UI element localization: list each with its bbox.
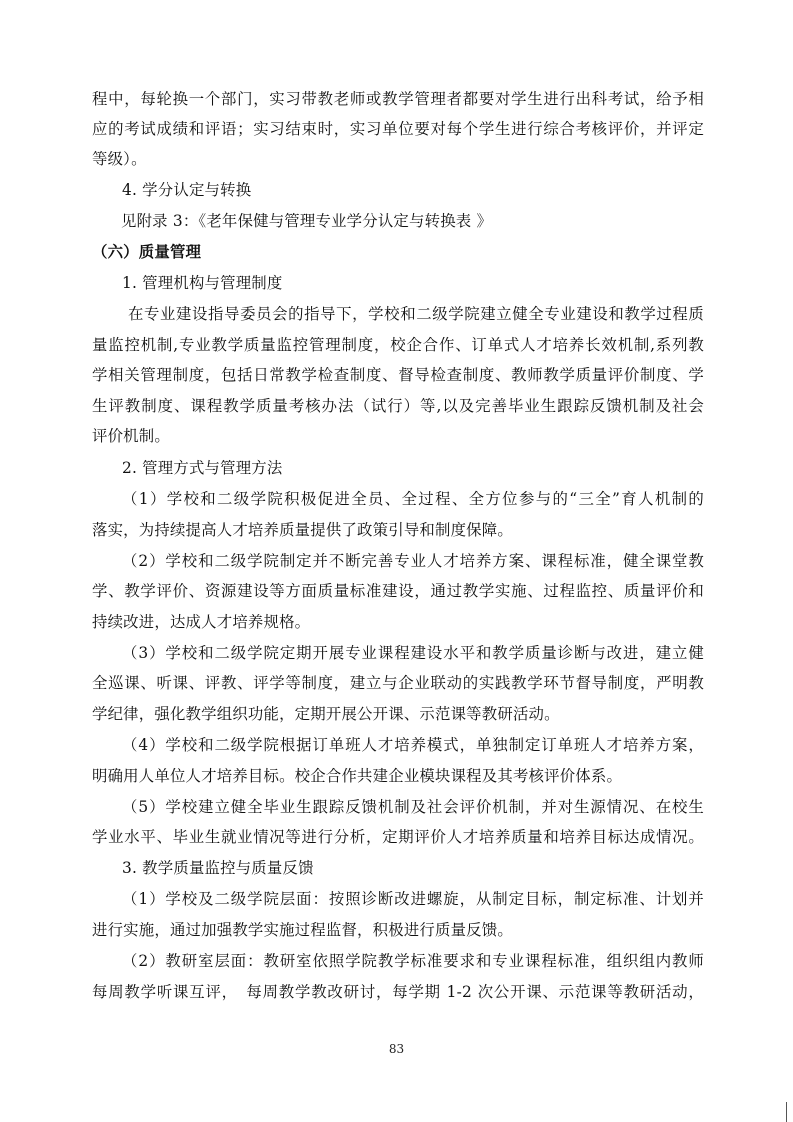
body-text-line: 量监控机制,专业教学质量监控管理制度，校企合作、订单式人才培养长效机制,系列教 [92, 336, 704, 354]
body-text-line: 持续改进，达成人才培养规格。 [92, 613, 311, 631]
subsection-heading-management-methods: 2. 管理方式与管理方法 [122, 459, 283, 477]
list-item-first-line: （1）学校及二级学院层面：按照诊断改进螺旋，从制定目标，制定标准、计划并 [122, 890, 704, 908]
body-text-line: 等级）。 [92, 150, 147, 168]
body-text-line: 学业水平、毕业生就业情况等进行分析，定期评价人才培养质量和培养目标达成情况。 [92, 828, 704, 846]
subsection-heading-credit-recognition: 4. 学分认定与转换 [122, 181, 252, 199]
body-text-line: 落实，为持续提高人才培养质量提供了政策引导和制度保障。 [92, 521, 513, 539]
subsection-heading-quality-monitoring: 3. 教学质量监控与质量反馈 [122, 859, 314, 877]
body-text-line: 每周教学听课互评， 每周教学教改研讨，每学期 1-2 次公开课、示范课等教研活动， [92, 983, 704, 1001]
body-text-line: 明确用人单位人才培养目标。校企合作共建企业模块课程及其考核评价体系。 [92, 767, 623, 785]
list-item-first-line: （3）学校和二级学院定期开展专业课程建设水平和教学质量诊断与改进，建立健 [122, 644, 704, 662]
body-text-line: 程中，每轮换一个部门，实习带教老师或教学管理者都要对学生进行出科考试，给予相 [92, 90, 704, 108]
body-text-line: 全巡课、听课、评教、评学等制度，建立与企业联动的实践教学环节督导制度，严明教 [92, 674, 704, 692]
paragraph-first-line: 在专业建设指导委员会的指导下，学校和二级学院建立健全专业建设和教学过程质 [128, 305, 704, 323]
body-text-line: 进行实施，通过加强教学实施过程监督，积极进行质量反馈。 [92, 921, 513, 939]
subsection-heading-management-system: 1. 管理机构与管理制度 [122, 274, 283, 292]
body-text-line: 学、教学评价、资源建设等方面质量标准建设，通过教学实施、过程监控、质量评价和 [92, 582, 704, 600]
body-text-line: 学相关管理制度，包括日常教学检查制度、督导检查制度、教师教学质量评价制度、学 [92, 366, 704, 384]
page-number: 83 [388, 1042, 405, 1056]
body-text-line: 评价机制。 [92, 427, 170, 445]
appendix-reference: 见附录 3：《老年保健与管理专业学分认定与转换表 》 [121, 212, 493, 230]
body-text-line: 应的考试成绩和评语；实习结束时，实习单位要对每个学生进行综合考核评价，并评定 [92, 120, 704, 138]
list-item-first-line: （1）学校和二级学院积极促进全员、全过程、全方位参与的“三全”育人机制的 [122, 490, 704, 508]
body-text-line: 生评教制度、课程教学质量考核办法（试行）等,以及完善毕业生跟踪反馈机制及社会 [92, 397, 704, 415]
list-item-first-line: （2）学校和二级学院制定并不断完善专业人才培养方案、课程标准，健全课堂教 [122, 552, 704, 570]
list-item-first-line: （4）学校和二级学院根据订单班人才培养模式，单独制定订单班人才培养方案， [122, 736, 704, 754]
list-item-first-line: （5）学校建立健全毕业生跟踪反馈机制及社会评价机制，并对生源情况、在校生 [122, 798, 704, 816]
body-text-line: 学纪律，强化教学组织功能，定期开展公开课、示范课等教研活动。 [92, 705, 560, 723]
section-heading-quality-management: （六）质量管理 [92, 243, 202, 261]
margin-divider [786, 1102, 787, 1122]
list-item-first-line: （2）教研室层面：教研室依照学院教学标准要求和专业课程标准，组织组内教师 [122, 952, 704, 970]
